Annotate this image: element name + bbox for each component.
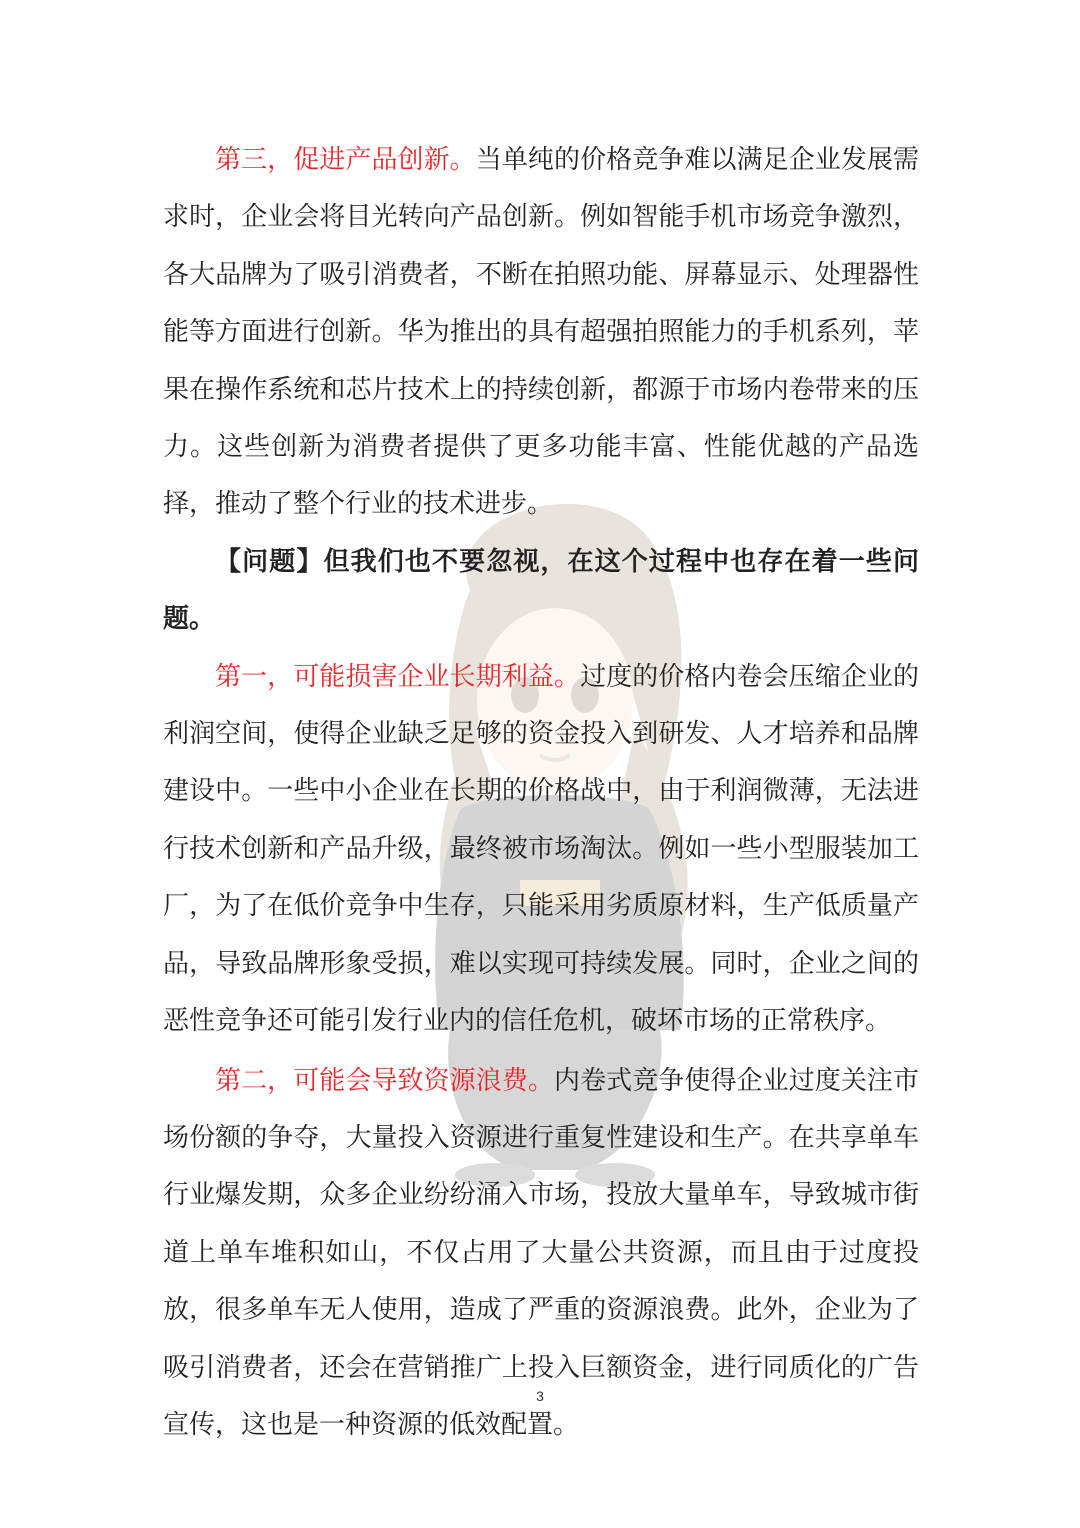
paragraph-long-term-interest — [163, 649, 919, 1051]
paragraph-text: 过度的价格内卷会压缩企业的利润空间，使得企业缺乏足够的资金投入到研发、人才培养和品牌建设中。一些中小企业在长期的价格战中，由于利润微薄，无法进行技术创新和产品升级，最终被市场淘汰。例如一些小型服装加工厂，为了在低价竞争中生存，只能采用劣质原材料，生产低质量产品，导致品牌形象受损，难以实现可持续发展。同时，企业之间的恶性竞争还可能引发行业内的信任危机，破坏市场的正常秩序。 — [163, 661, 919, 1037]
page-number: 3 — [536, 1388, 544, 1404]
paragraph-product-innovation — [163, 132, 919, 534]
paragraph-text: 内卷式竞争使得企业过度关注市场份额的争夺，大量投入资源进行重复性建设和生产。在共享单车行业爆发期，众多企业纷纷涌入市场，投放大量单车，导致城市街道上单车堆积如山，不仅占用了大量公共资源，而且由于过度投放，很多单车无人使用，造成了严重的资源浪费。此外，企业为了吸引消费者，还会在营销推广上投入巨额资金，进行同质化的广告宣传，这也是一种资源的低效配置。 — [163, 1065, 919, 1440]
problem-statement: 【问题】但我们也不要忽视，在这个过程中也存在着一些问题。 — [163, 546, 919, 635]
paragraph-heading: 第二，可能会导致资源浪费。 — [215, 1065, 554, 1096]
paragraph-text: 当单纯的价格竞争难以满足企业发展需求时，企业会将目光转向产品创新。例如智能手机市场竞争激烈，各大品牌为了吸引消费者，不断在拍照功能、屏幕显示、处理器性能等方面进行创新。华为推出的具有超强拍照能力的手机系列，苹果在操作系统和芯片技术上的持续创新，都源于市场内卷带来的压力。这些创新为消费者提供了更多功能丰富、性能优越的产品选择，推动了整个行业的技术进步。 — [163, 145, 919, 520]
paragraph-heading: 第三，促进产品创新。 — [215, 145, 476, 175]
document-body — [163, 132, 919, 1454]
paragraph-heading: 第一，可能损害企业长期利益。 — [215, 661, 581, 692]
